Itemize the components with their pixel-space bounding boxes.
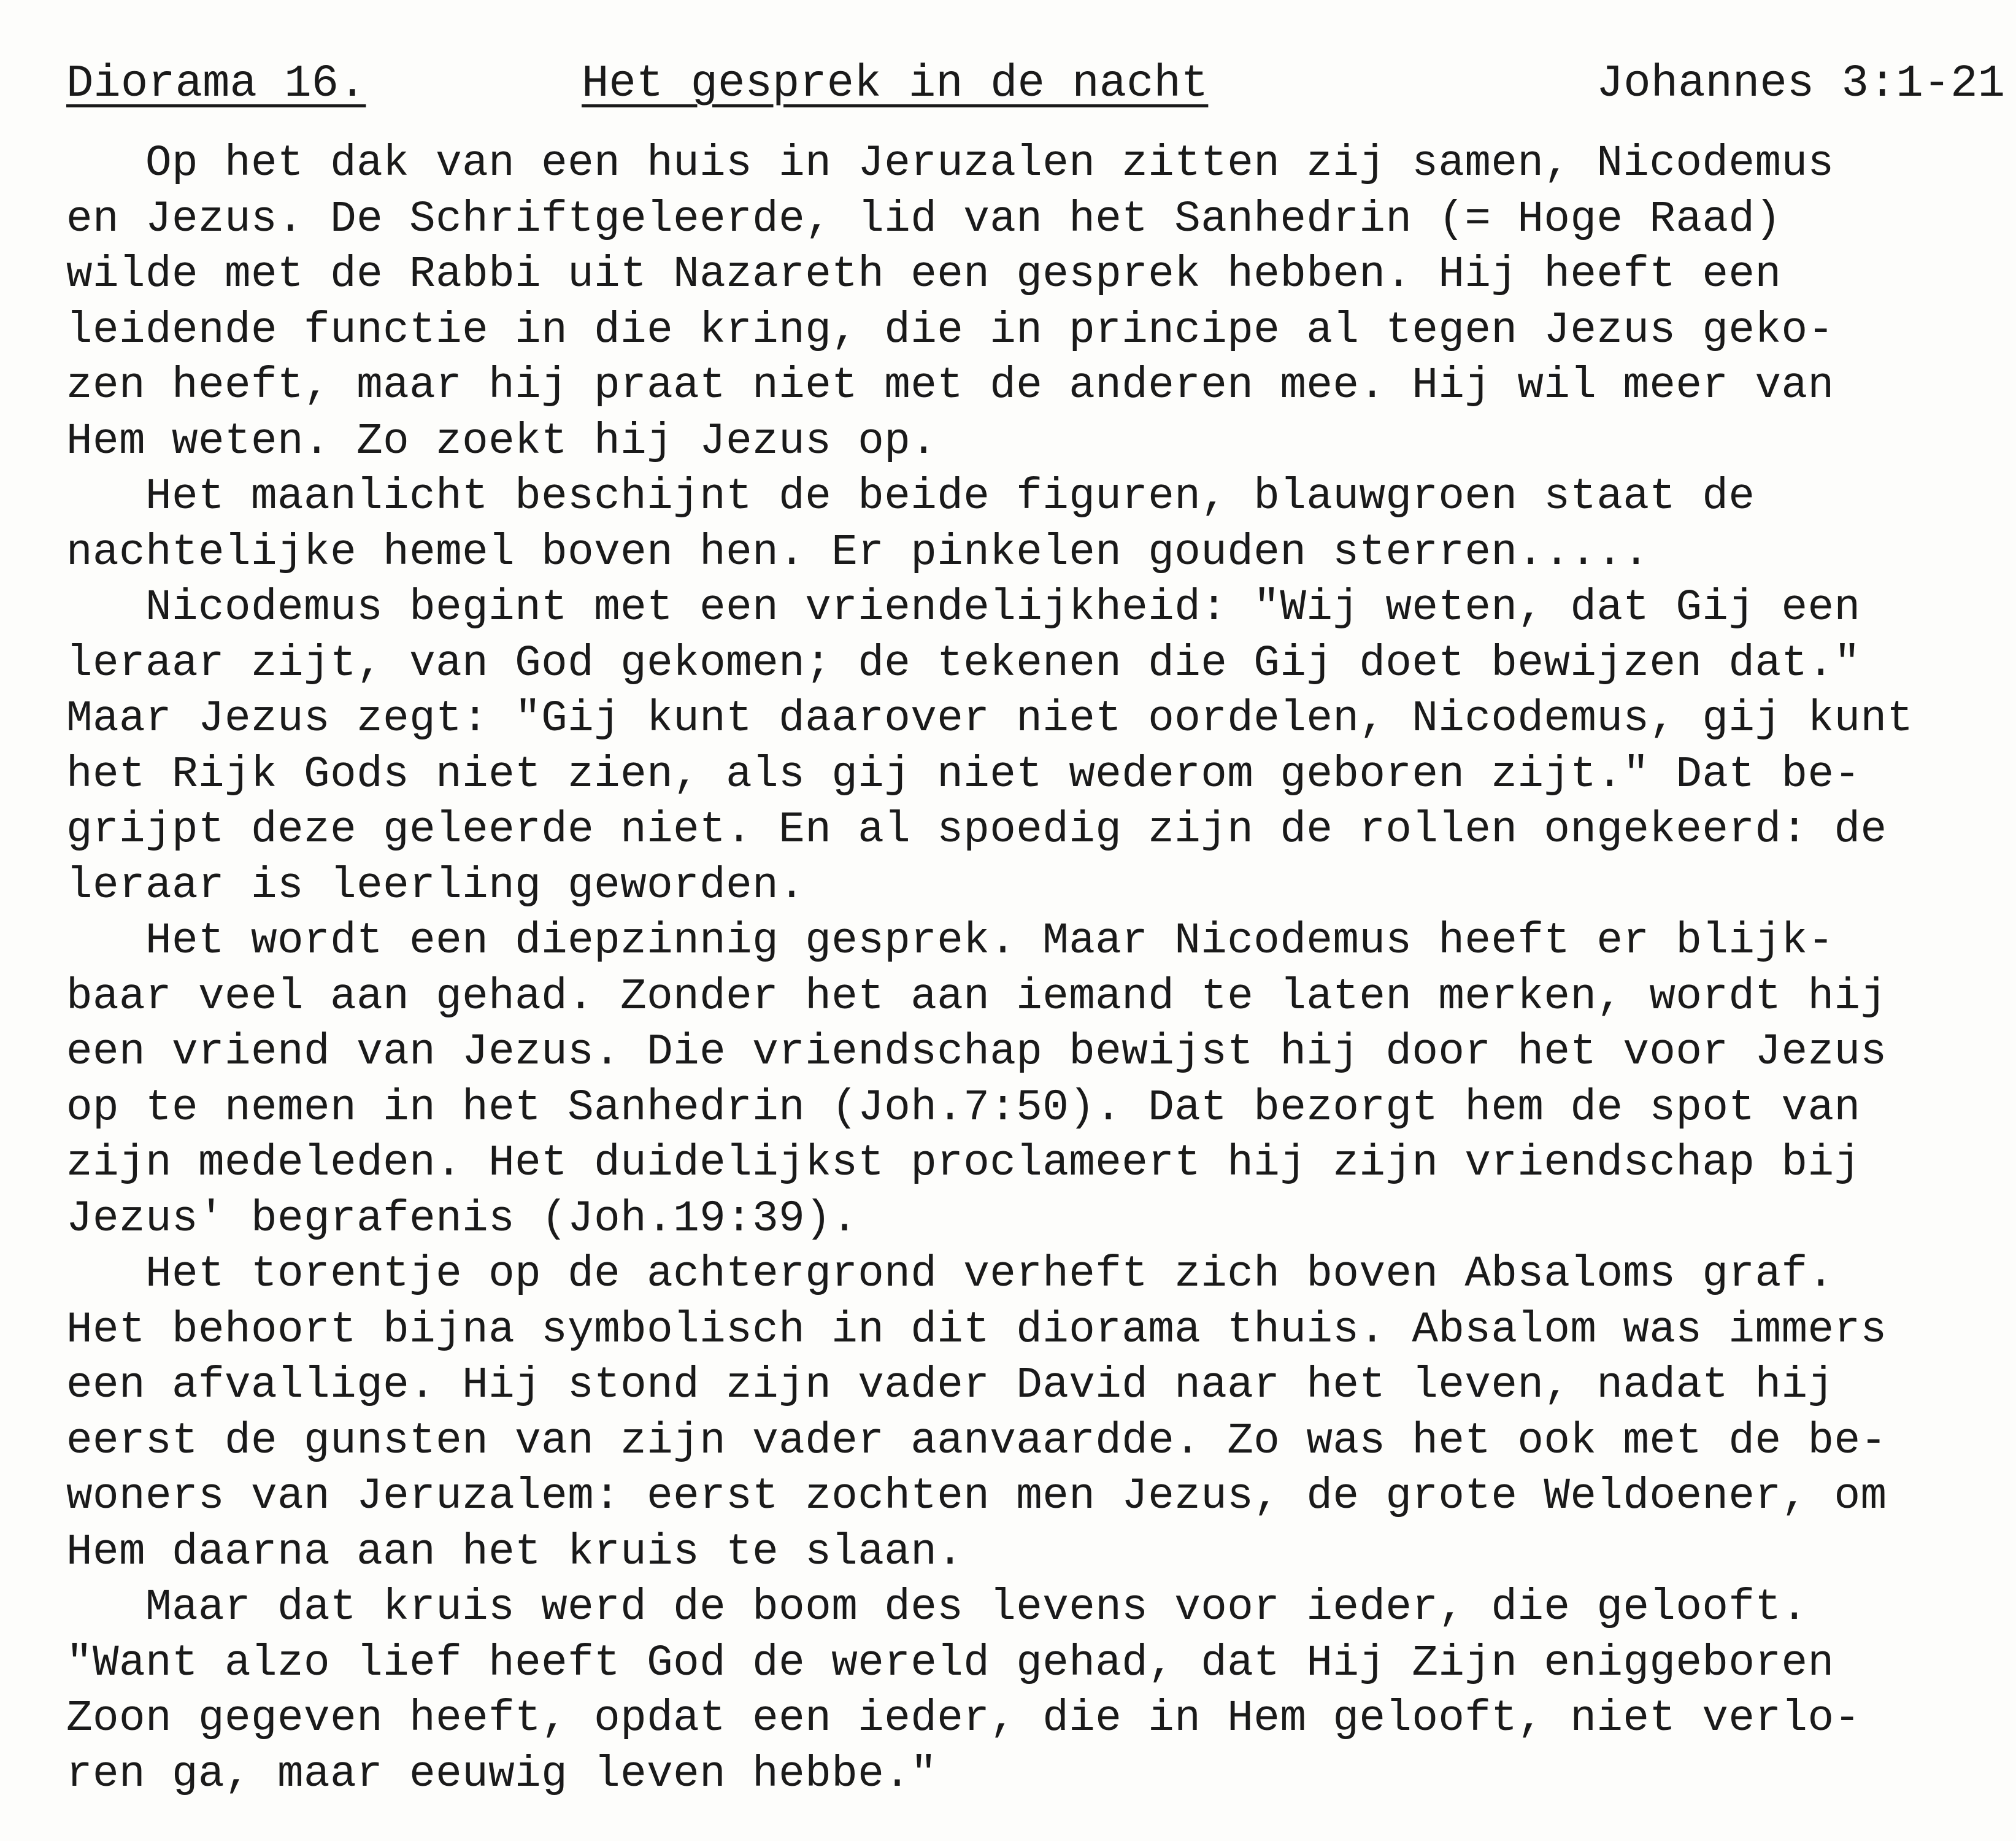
page-title: Het gesprek in de nacht: [582, 58, 1209, 110]
text-line: zen heeft, maar hij praat niet met de anderen mee. Hij wil meer van: [66, 361, 1834, 411]
text-line: nachtelijke hemel boven hen. Er pinkelen gouden sterren.....: [66, 528, 1650, 577]
text-line: Maar dat kruis werd de boom des levens voor ieder, die gelooft.: [66, 1583, 1808, 1632]
text-line: grijpt deze geleerde niet. En al spoedig zijn de rollen ongekeerd: de: [66, 806, 1887, 855]
text-line: Zoon gegeven heeft, opdat een ieder, die in Hem gelooft, niet verlo-: [66, 1694, 1861, 1743]
text-line: Hem daarna aan het kruis te slaan.: [66, 1527, 964, 1577]
text-line: Het wordt een diepzinnig gesprek. Maar Nicodemus heeft er blijk-: [66, 917, 1834, 966]
text-line: wilde met de Rabbi uit Nazareth een gesprek hebben. Hij heeft een: [66, 250, 1782, 299]
text-line: Het maanlicht beschijnt de beide figuren, blauwgroen staat de: [66, 473, 1755, 522]
text-line: een vriend van Jezus. Die vriendschap bewijst hij door het voor Jezus: [66, 1028, 1887, 1077]
text-line: ren ga, maar eeuwig leven hebbe.": [66, 1750, 937, 1799]
text-line: op te nemen in het Sanhedrin (Joh.7:50). Dat bezorgt hem de spot van: [66, 1083, 1861, 1133]
text-line: zijn medeleden. Het duidelijkst proclameert hij zijn vriendschap bij: [66, 1139, 1861, 1188]
text-line: leraar zijt, van God gekomen; de tekenen die Gij doet bewijzen dat.": [66, 639, 1861, 689]
body-text: [66, 136, 2011, 1802]
text-line: eerst de gunsten van zijn vader aanvaardde. Zo was het ook met de be-: [66, 1416, 1887, 1466]
text-line: baar veel aan gehad. Zonder het aan iemand te laten merken, wordt hij: [66, 972, 1887, 1022]
text-line: een afvallige. Hij stond zijn vader David naar het leven, nadat hij: [66, 1361, 1834, 1410]
text-line: Maar Jezus zegt: "Gij kunt daarover niet oordelen, Nicodemus, gij kunt: [66, 695, 1914, 744]
text-line: Nicodemus begint met een vriendelijkheid: "Wij weten, dat Gij een: [66, 584, 1861, 633]
text-line: Op het dak van een huis in Jeruzalen zitten zij samen, Nicodemus: [66, 139, 1834, 188]
text-line: Jezus' begrafenis (Joh.19:39).: [66, 1194, 858, 1244]
scripture-reference: Johannes 3:1-21: [1596, 58, 2005, 110]
text-line: "Want alzo lief heeft God de wereld gehad, dat Hij Zijn eniggeboren: [66, 1638, 1834, 1688]
diorama-number: Diorama 16.: [66, 58, 366, 110]
text-line: Het behoort bijna symbolisch in dit diorama thuis. Absalom was immers: [66, 1305, 1887, 1355]
page-header: [66, 56, 2005, 112]
text-line: woners van Jeruzalem: eerst zochten men Jezus, de grote Weldoener, om: [66, 1472, 1887, 1521]
text-line: Het torentje op de achtergrond verheft zich boven Absaloms graf.: [66, 1250, 1834, 1299]
text-line: het Rijk Gods niet zien, als gij niet wederom geboren zijt." Dat be-: [66, 750, 1861, 800]
text-line: Hem weten. Zo zoekt hij Jezus op.: [66, 417, 937, 466]
text-line: en Jezus. De Schriftgeleerde, lid van het Sanhedrin (= Hoge Raad): [66, 195, 1782, 244]
text-line: leraar is leerling geworden.: [66, 861, 806, 911]
text-line: leidende functie in die kring, die in principe al tegen Jezus geko-: [66, 306, 1834, 355]
